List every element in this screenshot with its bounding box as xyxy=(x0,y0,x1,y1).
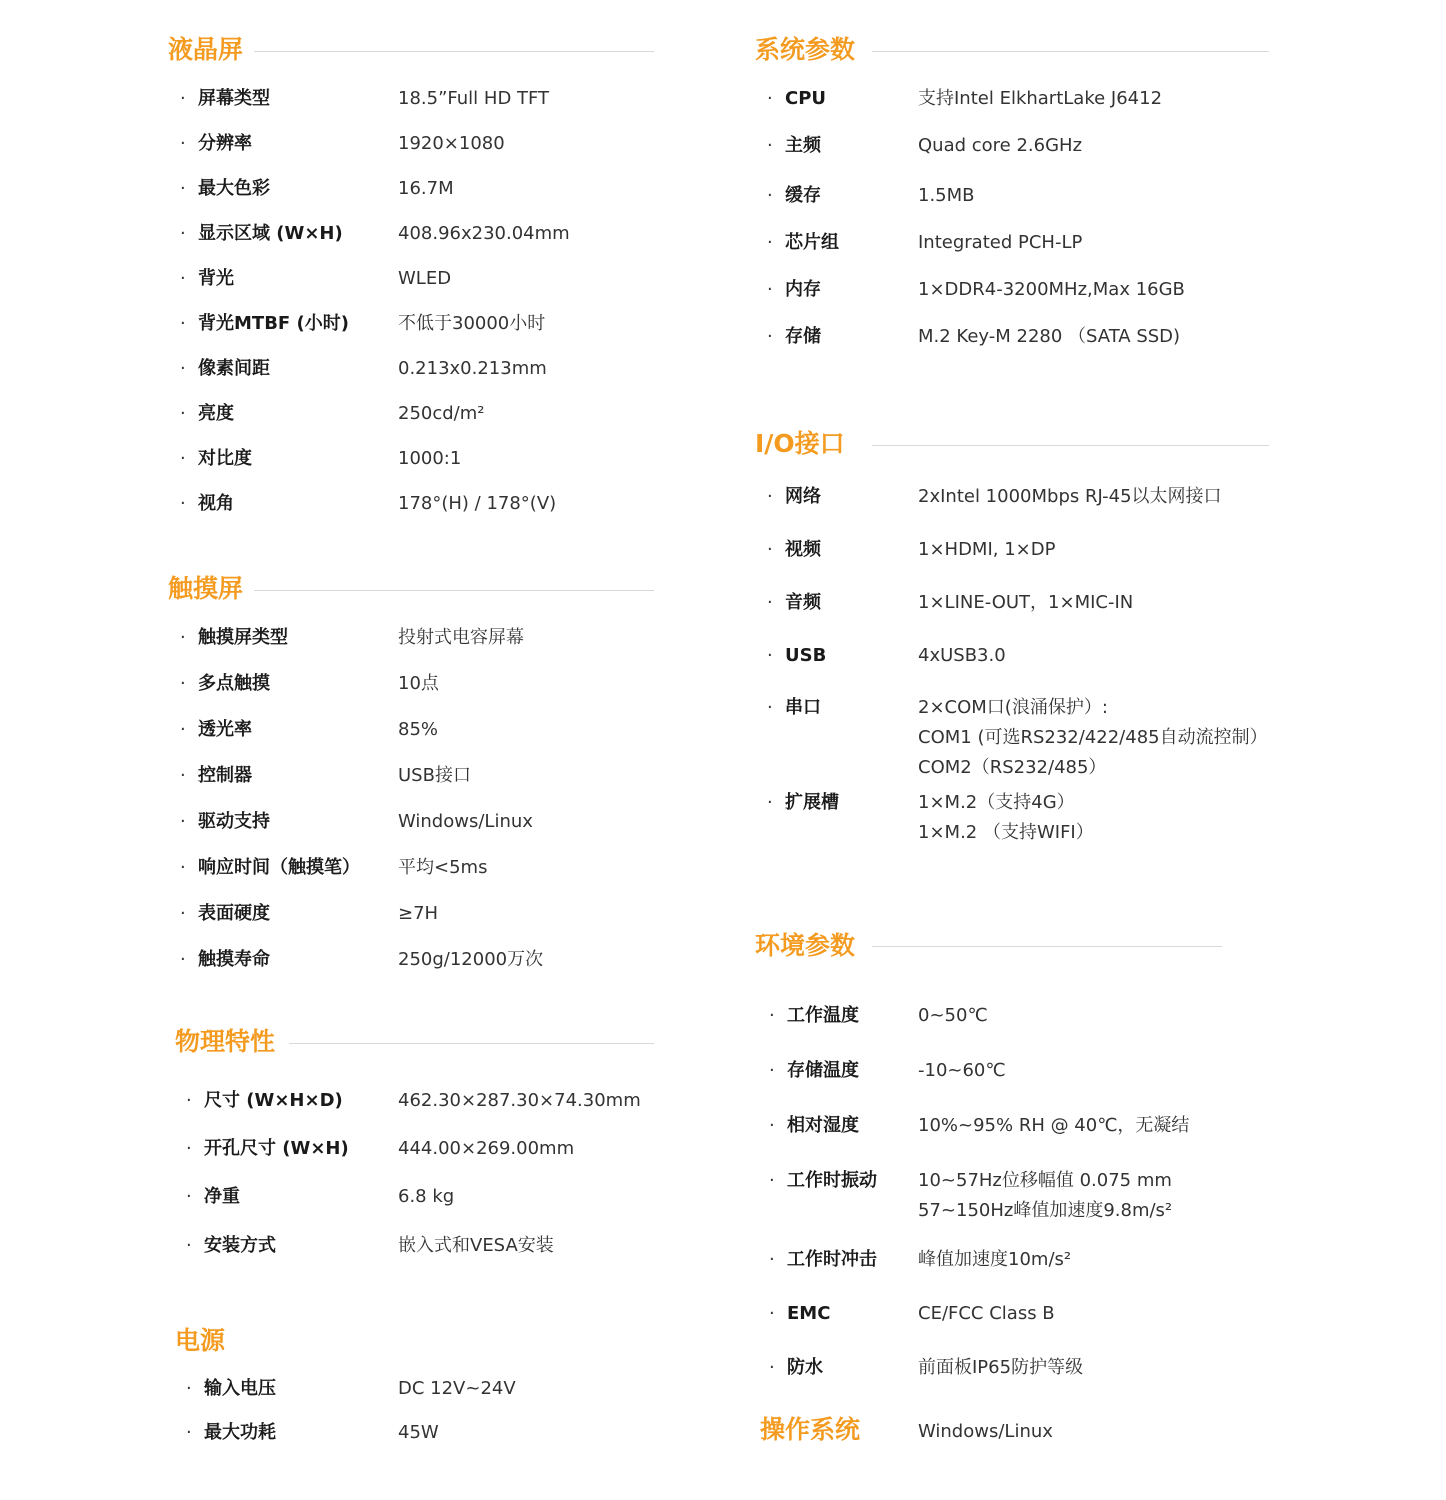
spec-label: 多点触摸 xyxy=(198,673,270,694)
section-title-power: 电源 xyxy=(175,1326,226,1355)
spec-value: 支持Intel ElkhartLake J6412 xyxy=(918,88,1163,109)
spec-value: 6.8 kg xyxy=(398,1186,455,1207)
bullet-icon: · xyxy=(180,857,186,878)
bullet-icon: · xyxy=(769,1060,775,1081)
spec-value: 10%~95% RH @ 40℃，无凝结 xyxy=(918,1115,1190,1136)
spec-value: 0.213x0.213mm xyxy=(398,358,547,379)
bullet-icon: · xyxy=(186,1090,192,1111)
section-title-os: 操作系统 xyxy=(760,1415,861,1444)
spec-value: -10~60℃ xyxy=(918,1060,1006,1081)
spec-value xyxy=(918,693,1268,783)
spec-value: 1×DDR4-3200MHz,Max 16GB xyxy=(918,279,1185,300)
spec-label: 防水 xyxy=(787,1357,823,1378)
section-divider-system xyxy=(872,51,1269,52)
spec-value xyxy=(918,1166,1172,1226)
section-divider-io xyxy=(872,445,1269,446)
bullet-icon: · xyxy=(180,313,186,334)
spec-label: 对比度 xyxy=(198,448,252,469)
spec-value: M.2 Key-M 2280 （SATA SSD) xyxy=(918,326,1181,347)
spec-value: 408.96x230.04mm xyxy=(398,223,570,244)
section-divider-touch xyxy=(254,590,654,591)
bullet-icon: · xyxy=(186,1186,192,1207)
spec-value-line: 57~150Hz峰值加速度9.8m/s² xyxy=(918,1200,1173,1221)
spec-label: 串口 xyxy=(785,697,821,718)
spec-value: 1×LINE-OUT，1×MIC-IN xyxy=(918,592,1134,613)
spec-label: 驱动支持 xyxy=(198,811,270,832)
bullet-icon: · xyxy=(767,88,773,109)
spec-value: 不低于30000小时 xyxy=(398,313,546,334)
bullet-icon: · xyxy=(769,1170,775,1191)
spec-label: 表面硬度 xyxy=(198,903,270,924)
spec-label: 亮度 xyxy=(198,403,234,424)
spec-value-line: 1×M.2 （支持WIFI） xyxy=(918,822,1094,843)
bullet-icon: · xyxy=(767,697,773,718)
bullet-icon: · xyxy=(769,1249,775,1270)
bullet-icon: · xyxy=(186,1422,192,1443)
spec-value: 前面板IP65防护等级 xyxy=(918,1357,1084,1378)
bullet-icon: · xyxy=(180,493,186,514)
spec-value: 1×HDMI, 1×DP xyxy=(918,539,1056,560)
spec-label: CPU xyxy=(785,88,827,109)
spec-label: 显示区域 (W×H) xyxy=(198,223,343,244)
bullet-icon: · xyxy=(767,486,773,507)
bullet-icon: · xyxy=(180,765,186,786)
section-title-system: 系统参数 xyxy=(755,35,856,64)
section-title-lcd: 液晶屏 xyxy=(168,35,244,64)
spec-value: 2xIntel 1000Mbps RJ-45以太网接口 xyxy=(918,486,1222,507)
bullet-icon: · xyxy=(769,1005,775,1026)
spec-value: 1920×1080 xyxy=(398,133,505,154)
spec-label: 工作时振动 xyxy=(787,1170,877,1191)
spec-label: 网络 xyxy=(785,486,821,507)
spec-label: 触摸屏类型 xyxy=(198,627,288,648)
spec-label: 工作时冲击 xyxy=(787,1249,877,1270)
spec-value: 1.5MB xyxy=(918,185,975,206)
spec-value: ≥7H xyxy=(398,903,439,924)
bullet-icon: · xyxy=(767,792,773,813)
spec-label: 缓存 xyxy=(785,185,821,206)
section-title-io: I/O接口 xyxy=(755,429,845,458)
spec-value: Windows/Linux xyxy=(918,1421,1053,1442)
spec-value-line: COM2（RS232/485） xyxy=(918,757,1107,778)
spec-value: 250cd/m² xyxy=(398,403,485,424)
bullet-icon: · xyxy=(767,326,773,347)
spec-label: 净重 xyxy=(204,1186,240,1207)
spec-label: 存储 xyxy=(785,326,821,347)
bullet-icon: · xyxy=(180,358,186,379)
spec-value-line: COM1 (可选RS232/422/485自动流控制） xyxy=(918,727,1268,748)
spec-value: 462.30×287.30×74.30mm xyxy=(398,1090,641,1111)
bullet-icon: · xyxy=(180,403,186,424)
spec-label: 视频 xyxy=(785,539,821,560)
spec-value: 0~50℃ xyxy=(918,1005,988,1026)
spec-label: 透光率 xyxy=(198,719,252,740)
bullet-icon: · xyxy=(767,279,773,300)
spec-label: 背光 xyxy=(198,268,234,289)
bullet-icon: · xyxy=(180,811,186,832)
bullet-icon: · xyxy=(767,592,773,613)
spec-label: 存储温度 xyxy=(787,1060,859,1081)
bullet-icon: · xyxy=(180,719,186,740)
bullet-icon: · xyxy=(186,1235,192,1256)
spec-label: 像素间距 xyxy=(198,358,270,379)
bullet-icon: · xyxy=(186,1138,192,1159)
section-divider-env xyxy=(872,946,1222,947)
spec-value: 1000:1 xyxy=(398,448,462,469)
spec-value: 178°(H) / 178°(V) xyxy=(398,493,557,514)
spec-label: 主频 xyxy=(785,135,821,156)
spec-value: 10点 xyxy=(398,673,439,694)
bullet-icon: · xyxy=(180,88,186,109)
bullet-icon: · xyxy=(180,223,186,244)
spec-value: WLED xyxy=(398,268,452,289)
spec-value: 平均<5ms xyxy=(398,857,488,878)
spec-label: 触摸寿命 xyxy=(198,949,270,970)
spec-label: 工作温度 xyxy=(787,1005,859,1026)
spec-label: 控制器 xyxy=(198,765,252,786)
spec-value: 16.7M xyxy=(398,178,454,199)
spec-value-line: 10~57Hz位移幅值 0.075 mm xyxy=(918,1170,1172,1191)
section-title-env: 环境参数 xyxy=(755,931,856,960)
spec-value xyxy=(918,788,1094,848)
spec-label: 尺寸 (W×H×D) xyxy=(204,1090,343,1111)
spec-label: 分辨率 xyxy=(198,133,252,154)
spec-value: 250g/12000万次 xyxy=(398,949,544,970)
spec-label: 输入电压 xyxy=(204,1378,276,1399)
spec-value: Quad core 2.6GHz xyxy=(918,135,1083,156)
bullet-icon: · xyxy=(767,135,773,156)
bullet-icon: · xyxy=(767,539,773,560)
spec-label: 背光MTBF (小时) xyxy=(198,313,349,334)
bullet-icon: · xyxy=(180,627,186,648)
spec-value: 18.5”Full HD TFT xyxy=(398,88,550,109)
bullet-icon: · xyxy=(180,673,186,694)
bullet-icon: · xyxy=(769,1115,775,1136)
spec-value: 投射式电容屏幕 xyxy=(398,627,524,648)
spec-label: 安装方式 xyxy=(204,1235,276,1256)
spec-label: 最大色彩 xyxy=(198,178,270,199)
spec-label: 最大功耗 xyxy=(204,1422,276,1443)
spec-label: USB xyxy=(785,645,827,666)
spec-label: EMC xyxy=(787,1303,831,1324)
bullet-icon: · xyxy=(180,903,186,924)
spec-value: 嵌入式和VESA安装 xyxy=(398,1235,554,1256)
bullet-icon: · xyxy=(767,185,773,206)
spec-value: 峰值加速度10m/s² xyxy=(918,1249,1072,1270)
spec-label: 视角 xyxy=(198,493,234,514)
spec-value: Windows/Linux xyxy=(398,811,533,832)
spec-label: 开孔尺寸 (W×H) xyxy=(204,1138,349,1159)
bullet-icon: · xyxy=(186,1378,192,1399)
spec-label: 响应时间（触摸笔） xyxy=(198,857,360,878)
section-title-touch: 触摸屏 xyxy=(168,574,244,603)
spec-label: 屏幕类型 xyxy=(198,88,270,109)
spec-value: 85% xyxy=(398,719,439,740)
spec-label: 音频 xyxy=(785,592,821,613)
section-divider-physical xyxy=(289,1043,654,1044)
bullet-icon: · xyxy=(180,133,186,154)
spec-value-line: 1×M.2（支持4G） xyxy=(918,792,1075,813)
spec-value: DC 12V~24V xyxy=(398,1378,516,1399)
bullet-icon: · xyxy=(180,949,186,970)
spec-label: 内存 xyxy=(785,279,821,300)
bullet-icon: · xyxy=(769,1357,775,1378)
bullet-icon: · xyxy=(180,448,186,469)
bullet-icon: · xyxy=(769,1303,775,1324)
spec-value: USB接口 xyxy=(398,765,471,786)
spec-label: 扩展槽 xyxy=(785,792,839,813)
section-divider-lcd xyxy=(254,51,654,52)
spec-value: Integrated PCH-LP xyxy=(918,232,1083,253)
spec-value: 45W xyxy=(398,1422,439,1443)
spec-value: CE/FCC Class B xyxy=(918,1303,1055,1324)
section-title-physical: 物理特性 xyxy=(175,1027,276,1056)
spec-value-line: 2×COM口(浪涌保护）: xyxy=(918,697,1108,718)
spec-value: 4xUSB3.0 xyxy=(918,645,1006,666)
spec-label: 芯片组 xyxy=(785,232,839,253)
spec-label: 相对湿度 xyxy=(787,1115,859,1136)
bullet-icon: · xyxy=(767,232,773,253)
bullet-icon: · xyxy=(180,268,186,289)
bullet-icon: · xyxy=(180,178,186,199)
bullet-icon: · xyxy=(767,645,773,666)
spec-value: 444.00×269.00mm xyxy=(398,1138,575,1159)
